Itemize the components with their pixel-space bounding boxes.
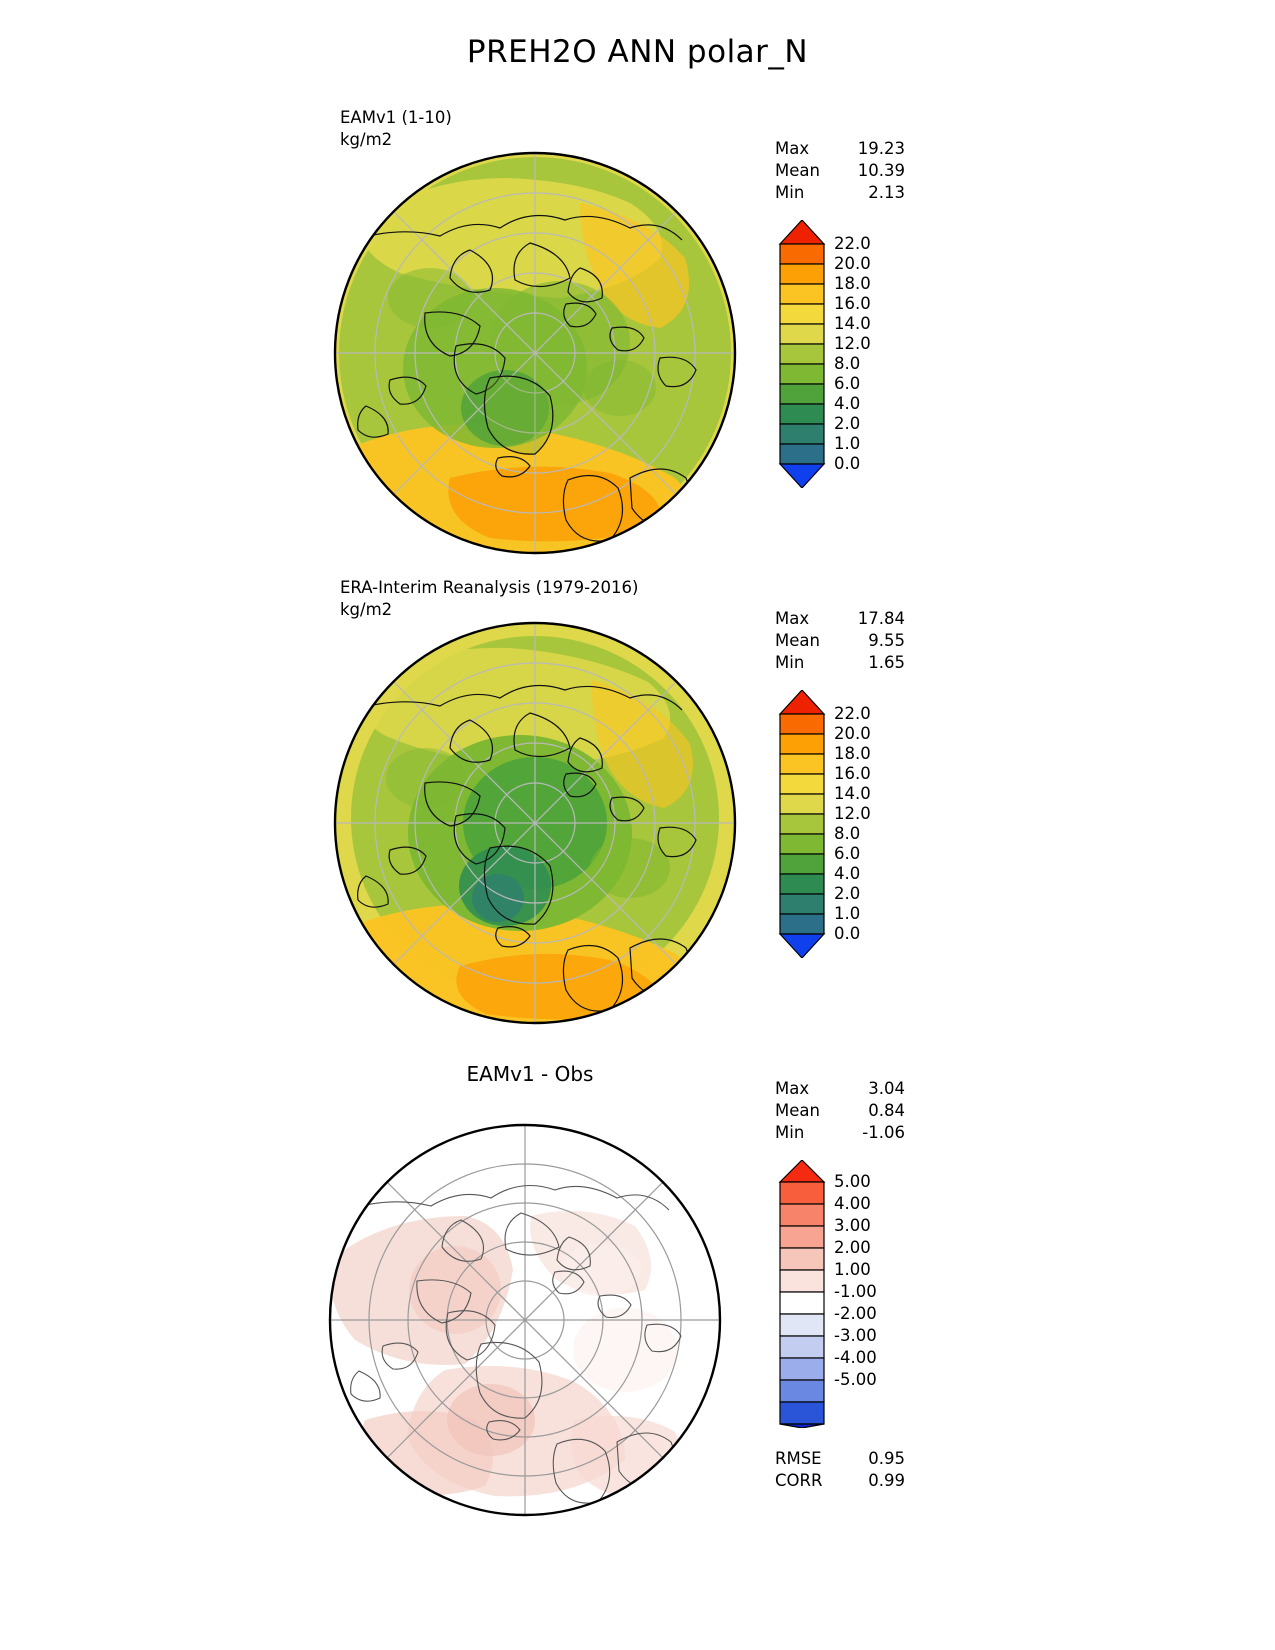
- panel-model-units: kg/m2: [340, 130, 393, 149]
- polar-map-model: [330, 148, 740, 558]
- footer-stat-row: RMSE 0.95: [775, 1449, 905, 1468]
- polar-map-difference: [325, 1120, 725, 1520]
- page-title: PREH2O ANN polar_N: [466, 34, 809, 70]
- stat-row: Max 19.23: [775, 139, 905, 158]
- stat-row: Min -1.06: [775, 1123, 905, 1142]
- panel-difference-stats: [775, 1078, 905, 1144]
- stat-row: Max 3.04: [775, 1079, 905, 1098]
- panel-obs-title: ERA-Interim Reanalysis (1979-2016): [340, 578, 639, 597]
- stat-row: Min 1.65: [775, 653, 905, 672]
- panel-obs-stats: [775, 608, 905, 674]
- polar-map-obs: [330, 618, 740, 1028]
- panel-model-title: EAMv1 (1-10): [340, 108, 452, 127]
- stat-row: Mean 9.55: [775, 631, 905, 650]
- stat-row: Mean 0.84: [775, 1101, 905, 1120]
- stat-row: Min 2.13: [775, 183, 905, 202]
- stat-row: Max 17.84: [775, 609, 905, 628]
- panel-difference-title: EAMv1 - Obs: [466, 1062, 594, 1086]
- panel-difference-footer-stats: [775, 1448, 905, 1492]
- panel-obs-units: kg/m2: [340, 600, 393, 619]
- stat-row: Mean 10.39: [775, 161, 905, 180]
- panel-model-stats: [775, 138, 905, 204]
- footer-stat-row: CORR 0.99: [775, 1471, 905, 1490]
